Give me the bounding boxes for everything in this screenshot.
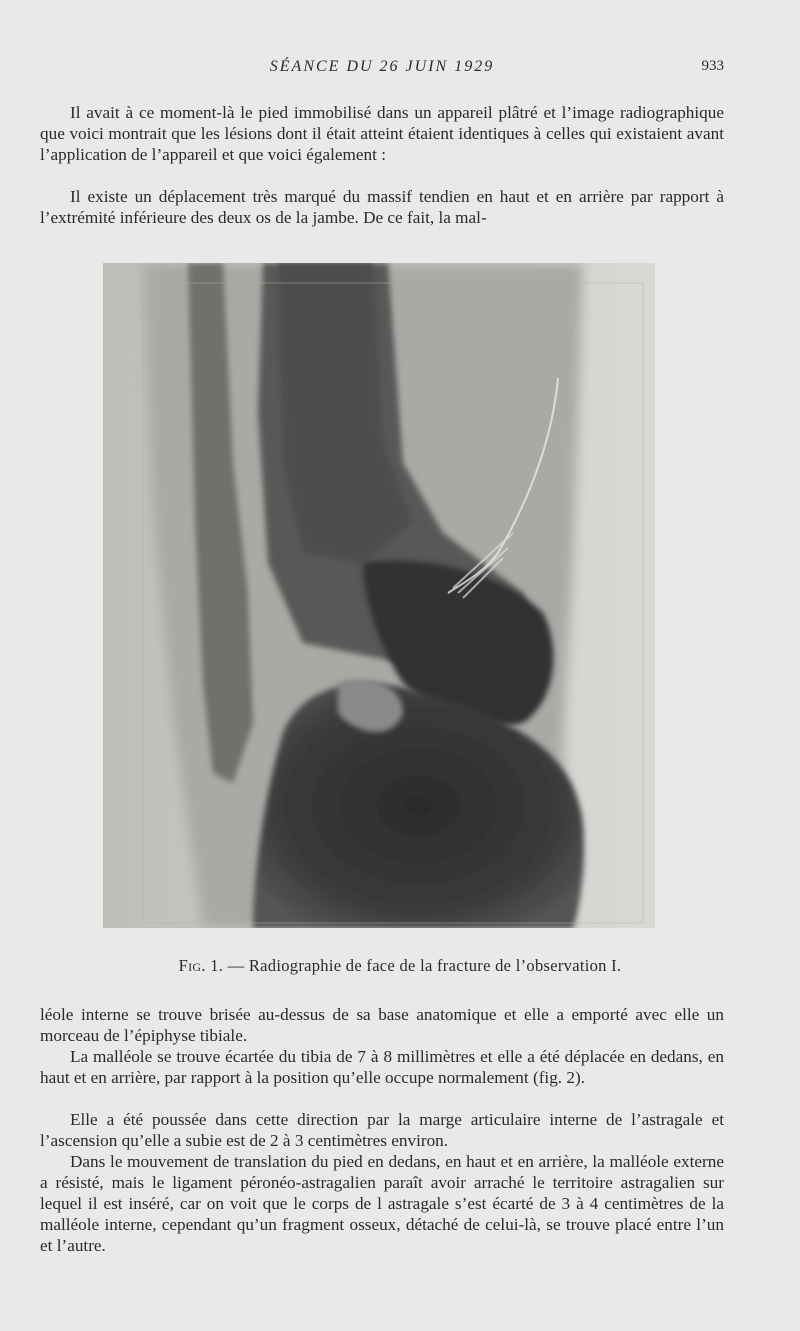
figure-caption-text: — Radiographie de face de la fracture de l’observation I. <box>227 956 622 975</box>
paragraph-5: Elle a été poussée dans cette direction par la marge articulaire interne de l’astragale et l’ascension qu’elle a subie est de 2 à 3 centimètres environ. <box>40 1110 724 1150</box>
paragraph-4: La malléole se trouve écartée du tibia de 7 à 8 millimètres et elle a été déplacée en dedans, en haut et en arrière, par rapport à la position qu’elle occupe normalement (fig. 2). <box>40 1047 724 1087</box>
running-header <box>40 58 724 82</box>
radiograph-image <box>103 263 655 928</box>
figure-caption <box>40 956 760 976</box>
paragraph-2: Il existe un déplacement très marqué du massif tendien en haut et en arrière par rapport à l’extrémité inférieure des deux os de la jambe. De ce fait, la mal- <box>40 187 724 227</box>
paragraph-1: Il avait à ce moment-là le pied immobilisé dans un appareil plâtré et l’image radiographique que voici montrait que les lésions dont il était atteint étaient identiques à celles qui existaient avant l’application de l’appareil et que voici également : <box>40 103 724 164</box>
page-number: 933 <box>701 58 724 74</box>
figure-label: Fig. 1. <box>178 956 224 975</box>
paragraph-3: léole interne se trouve brisée au-dessus de sa base anatomique et elle a emporté avec elle un morceau de l’épiphyse tibiale. <box>40 1005 724 1045</box>
radiograph-figure <box>103 263 655 928</box>
running-title: SÉANCE DU 26 JUIN 1929 <box>269 58 495 75</box>
paragraph-6: Dans le mouvement de translation du pied en dedans, en haut et en arrière, la malléole externe a résisté, mais le ligament péronéo-astragalien paraît avoir arraché le territoire astragalien sur lequel il est inséré, car on voit que le corps de l astragale s’est écarté de 3 à 4 centimètres de la malléole interne, cependant qu’un fragment osseux, détaché de celui-là, se trouve placé entre l’un et l’autre. <box>40 1152 724 1255</box>
